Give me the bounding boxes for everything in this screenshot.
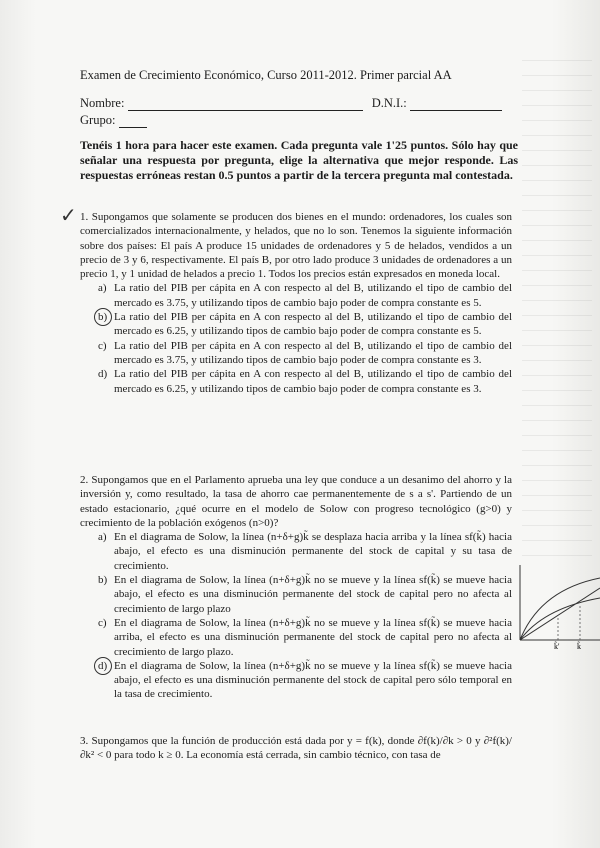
q2-option-a[interactable]: a) En el diagrama de Solow, la línea (n+δ+g)k̃ se desplaza hacia arriba y la línea sf(k̃) hacia abajo, el efecto es una disminución permanente del stock de capital y su tasa de crecimiento. bbox=[98, 531, 512, 572]
question-2-text: 2. Supongamos que en el Parlamento aprueba una ley que conduce a un desanimo del ahorro y la inversión y, como resultado, la tasa de ahorro cae permanentemente de s a s'. Partiendo de un estado estacionario, ¿qué ocurre en el modelo de Solow con progreso tecnológico (g>0) y crecimiento de la población exógenos (n>0)? bbox=[80, 474, 512, 529]
sketch-label-k1: k̃' bbox=[554, 642, 560, 650]
q1-option-a[interactable]: a) La ratio del PIB per cápita en A con respecto al del B, utilizando el tipo de cambio del mercado es 3.75, y utilizando tipos de cambio bajo poder de compra constante es 5. bbox=[98, 282, 512, 309]
q1-option-d[interactable]: d) La ratio del PIB per cápita en A con respecto al del B, utilizando el tipo de cambio del mercado es 6.25, y utilizando tipos de cambio bajo poder de compra constante es 3. bbox=[98, 368, 512, 395]
q2-option-b[interactable]: b) En el diagrama de Solow, la línea (n+δ+g)k̃ no se mueve y la línea sf(k̃) se mueve hacia abajo, el efecto es una disminución permanente del stock de capital pero no afecta al crecimiento de largo plazo bbox=[98, 574, 512, 615]
checkmark-icon: ✓ bbox=[60, 203, 77, 227]
sketch-label-k2: k̃ bbox=[577, 642, 581, 650]
sketch-line bbox=[520, 588, 600, 640]
grupo-label: Grupo: bbox=[80, 113, 116, 127]
question-3 bbox=[80, 734, 512, 763]
instructions: Tenéis 1 hora para hacer este examen. Cada pregunta vale 1'25 puntos. Sólo hay que señalar una respuesta por pregunta, elige la alternativa que mejor responde. Las respuestas erróneas restan 0.5 puntos a partir de la tercera pregunta mal contestada. bbox=[80, 138, 518, 182]
dni-field[interactable] bbox=[410, 110, 502, 111]
nombre-field[interactable] bbox=[128, 110, 363, 111]
solow-sketch-graph bbox=[510, 560, 600, 650]
sketch-axes bbox=[520, 565, 600, 640]
name-row bbox=[80, 96, 520, 111]
question-1-text: 1. Supongamos que solamente se producen dos bienes en el mundo: ordenadores, los cuales son comercializados internacionalmente, y helados, que no lo son. Tenemos la siguiente información sobre dos países: El país A produce 15 unidades de ordenadores y 5 de helados, vendidos a un precio de 3 y 6, respectivamente. El país B, por otro lado produce 3 unidades de ordenadores a un precio 1, y 1 unidad de helados a precio 1. Todos los precios están expresados en moneda local. bbox=[80, 211, 512, 281]
grupo-field[interactable] bbox=[119, 127, 147, 128]
q1-option-c[interactable]: c) La ratio del PIB per cápita en A con respecto al del B, utilizando el tipo de cambio del mercado es 3.75, y utilizando tipos de cambio bajo poder de compra constante es 3. bbox=[98, 339, 512, 366]
question-1 bbox=[80, 210, 512, 396]
dni-label: D.N.I.: bbox=[371, 96, 407, 110]
question-3-text: 3. Supongamos que la función de producción está dada por y = f(k), donde ∂f(k)/∂k > 0 y ∂²f(k)/∂k² < 0 para todo k ≥ 0. La economía está cerrada, sin cambio técnico, con tasa de bbox=[80, 735, 512, 762]
sketch-curve-upper bbox=[520, 578, 600, 640]
grupo-row bbox=[80, 113, 520, 128]
sketch-curve-lower bbox=[520, 598, 600, 640]
exam-title: Examen de Crecimiento Económico, Curso 2011-2012. Primer parcial AA bbox=[80, 68, 452, 82]
q2-option-c[interactable]: c) En el diagrama de Solow, la línea (n+δ+g)k̃ no se mueve y la línea sf(k̃) se mueve hacia arriba, el efecto es una disminución permanente del stock de capital pero no afecta al crecimiento de largo plazo. bbox=[98, 616, 512, 658]
exam-header bbox=[80, 68, 520, 128]
q1-option-b[interactable]: b) La ratio del PIB per cápita en A con respecto al del B, utilizando el tipo de cambio del mercado es 6.25, y utilizando tipos de cambio bajo poder de compra constante es 5. bbox=[80, 310, 512, 339]
question-2 bbox=[80, 473, 512, 702]
bleed-through-shadow bbox=[522, 60, 592, 560]
q2-option-d[interactable]: d) En el diagrama de Solow, la línea (n+δ+g)k̃ no se mueve y la línea sf(k̃) se mueve hacia abajo, el efecto es una disminución permanente del stock de capital pero sólo temporal en la tasa de crecimiento. bbox=[80, 659, 512, 702]
nombre-label: Nombre: bbox=[80, 96, 125, 110]
